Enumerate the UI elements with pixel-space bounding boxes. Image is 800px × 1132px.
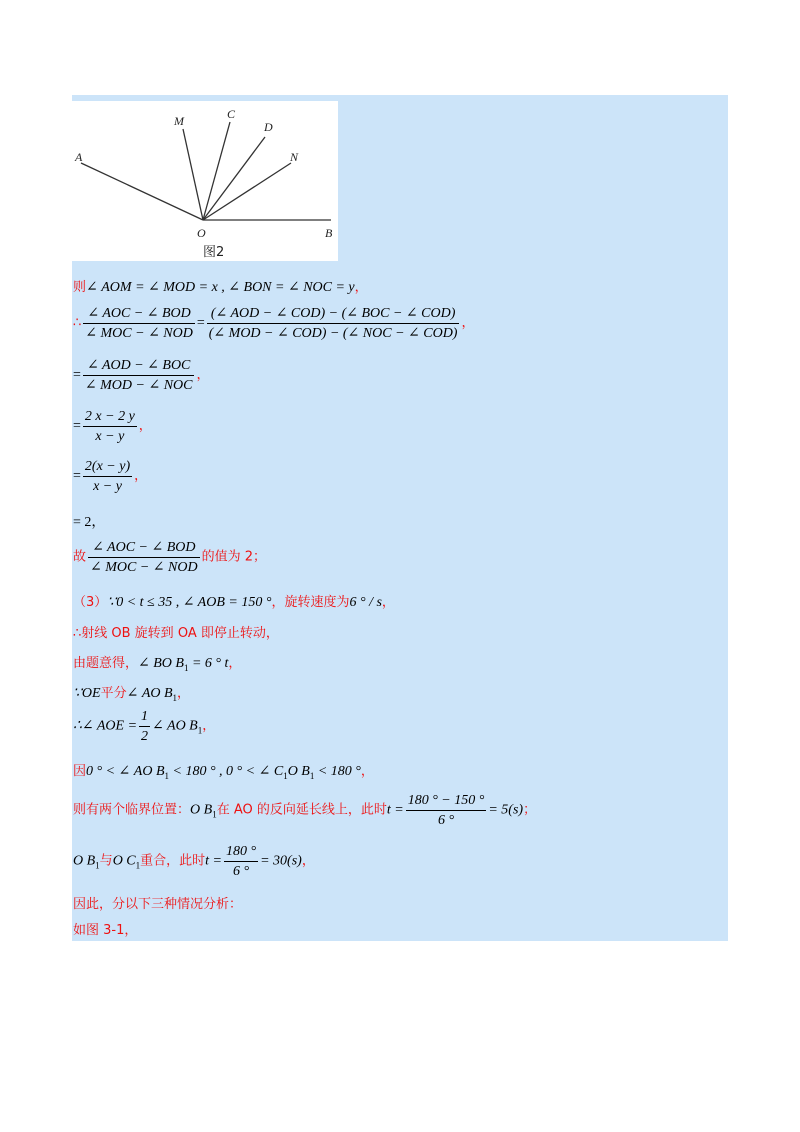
fraction: $\frac{\text{(∠ AOD − ∠ COD) − (∠ BOC − ∠ COD)}}{\text{(∠ MOD − ∠ COD) − (∠ NOC − ∠ COD)}}$ <box>208 306 458 341</box>
line-5: = $\frac{2(x - y)}{x - y}$ ， <box>73 459 148 494</box>
line-8: （3）∵0 < t ≤ 35 , ∠ AOB = 150 °，旋转速度为6 ° / s， <box>73 595 395 610</box>
line-11: ∵OE平分∠ AO $B_1$， <box>73 686 191 703</box>
line-10: 由题意得，∠ BO $B_1 = 6$ ° t， <box>73 656 242 673</box>
geometry-figure <box>72 101 338 261</box>
line-9: ∴射线 OB 旋转到 OA 即停止转动， <box>73 626 279 641</box>
label-B: B <box>325 226 333 240</box>
label-N: N <box>290 150 299 164</box>
line-3: = $\frac{\text{∠ AOD − ∠ BOC}}{\text{∠ MOD − ∠ NOC}}$ ， <box>73 358 210 393</box>
line-14: 则有两个临界位置：O $B_1$在 AO 的反向延长线上，此时t = $\frac{180 ^\circ - 150 ^\circ}{6 ^\circ}$ = 5(s)； <box>73 793 537 828</box>
line-16: 因此，分以下三种情况分析： <box>73 897 243 912</box>
ray-OM <box>183 129 203 220</box>
fraction: $\frac{2 x - 2 y}{x - y}$ <box>84 409 135 444</box>
figure-caption: 图2 <box>203 245 225 260</box>
fraction: $\frac{\text{∠ AOD − ∠ BOC}}{\text{∠ MOD − ∠ NOC}}$ <box>84 358 193 393</box>
label-C: C <box>227 107 236 121</box>
fraction: $\frac{\text{∠ AOC − ∠ BOD}}{\text{∠ MOC − ∠ NOD}}$ <box>90 540 198 575</box>
label-M: M <box>174 114 184 128</box>
line-13: 因0 ° < ∠ AO $B_1 < 180$ ° , 0 ° < ∠ $C_1O$ $B_1 < 180$ °， <box>73 764 374 781</box>
line-1: 则∠ AOM = ∠ MOD = x , ∠ BON = ∠ NOC = y， <box>73 280 368 295</box>
label-O: O <box>197 226 206 240</box>
label-A: A <box>75 150 83 164</box>
line-6: = 2， <box>73 515 106 530</box>
line-17: 如图 3-1， <box>73 923 138 938</box>
fraction: $\frac{\text{∠ AOC − ∠ BOD}}{\text{∠ MOC − ∠ NOD}}$ <box>85 306 193 341</box>
line-12: ∴∠ AOE = $\frac{1}{2}$ ∠ AO $B_1$， <box>73 709 216 744</box>
line-4: = $\frac{2 x - 2 y}{x - y}$ ， <box>73 409 152 444</box>
line-15: O $B_1$与O $C_1$重合，此时t = $\frac{180 ^\circ}{6 ^\circ}$ = 30(s)， <box>73 844 315 879</box>
label-D: D <box>264 120 273 134</box>
line-2: ∴ $\frac{\text{∠ AOC − ∠ BOD}}{\text{∠ MOC − ∠ NOD}}$ = $\frac{\text{(∠ AOD − ∠ COD) − (∠ BOC − ∠ COD)}}{\text{(∠ MOD − ∠ COD) − (∠ NOC − ∠ COD)}}$ ， <box>73 306 475 341</box>
fraction: $\frac{1}{2}$ <box>141 709 149 744</box>
ray-OD <box>203 137 265 220</box>
fraction: $\frac{180 ^\circ - 150 ^\circ}{6 ^\circ}$ <box>407 793 485 828</box>
line-7: 故 $\frac{\text{∠ AOC − ∠ BOD}}{\text{∠ MOC − ∠ NOD}}$ 的值为 2； <box>73 540 266 575</box>
fraction: $\frac{2(x - y)}{x - y}$ <box>84 459 131 494</box>
ray-OA <box>81 163 203 220</box>
fraction: $\frac{180 ^\circ}{6 ^\circ}$ <box>226 844 257 879</box>
angle-diagram <box>72 101 338 261</box>
